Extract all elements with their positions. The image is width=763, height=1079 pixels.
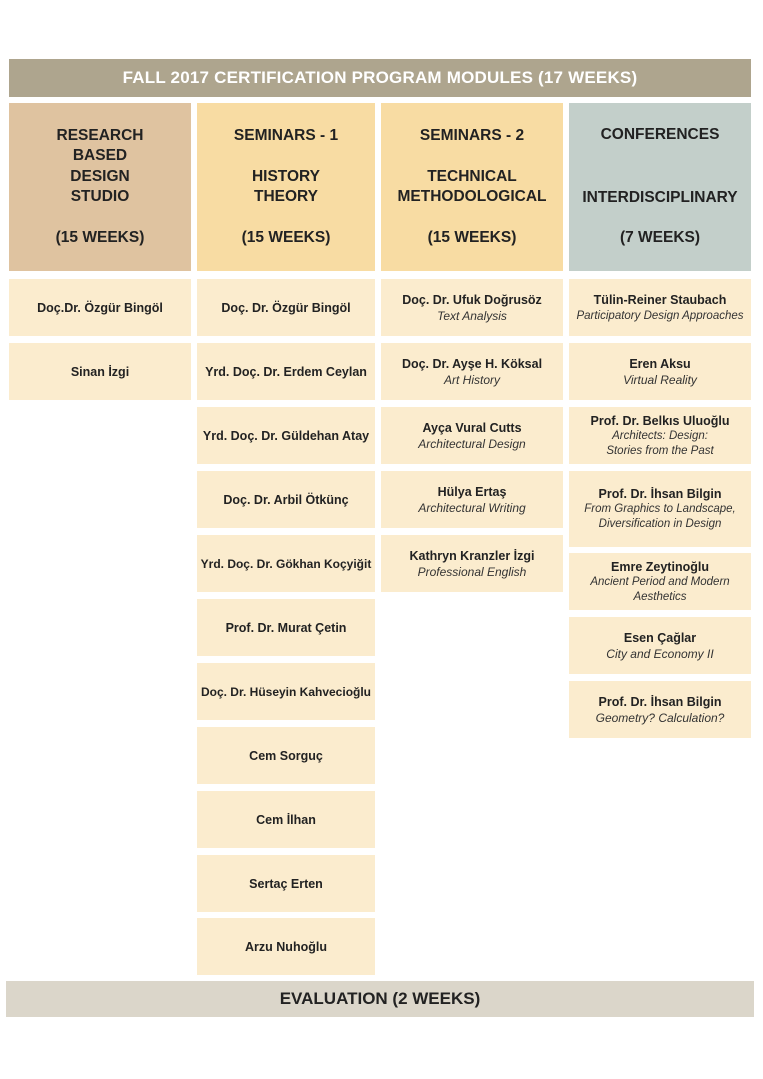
column-subtitle-line: TECHNICAL [427,167,517,185]
instructor-name: Prof. Dr. Belkıs Uluoğlu [590,413,730,428]
column-header-conferences [569,103,751,271]
instructor-name: Doç. Dr. Ayşe H. Köksal [401,356,543,371]
instructor-name: Sertaç Erten [249,876,323,891]
module-topic: Participatory Design Approaches [576,309,744,322]
instructor-name: Emre Zeytinoğlu [611,559,709,574]
list-item [197,407,375,464]
list-item [197,471,375,528]
module-topic: Art History [443,372,500,387]
column-title-line: RESEARCH [56,126,144,144]
list-item [569,553,751,610]
instructor-name: Prof. Dr. İhsan Bilgin [598,487,722,501]
list-item [569,681,751,738]
instructor-name: Prof. Dr. Murat Çetin [225,620,347,635]
list-item [381,535,563,592]
instructor-name: Cem Sorguç [249,748,323,763]
instructor-name: Cem İlhan [256,812,316,827]
module-topic: Text Analysis [437,308,507,323]
list-item [197,535,375,592]
list-item [381,471,563,528]
instructor-name: Doç. Dr. Özgür Bingöl [221,300,351,315]
module-topic: Architectural Writing [418,500,526,515]
module-topic: City and Economy II [606,646,714,661]
module-topic: Virtual Reality [623,372,697,387]
column-duration: (7 WEEKS) [619,229,701,247]
column-subtitle-line: THEORY [253,188,318,205]
instructor-name: Prof. Dr. İhsan Bilgin [598,694,722,709]
instructor-name: Sinan İzgi [70,364,130,379]
list-item [197,918,375,975]
list-item [569,279,751,336]
instructor-name: Yrd. Doç. Dr. Güldehan Atay [202,428,370,443]
list-item [569,617,751,674]
instructor-name: Doç. Dr. Ufuk Doğrusöz [402,292,542,307]
list-item [381,343,563,400]
instructor-name: Doç. Dr. Arbil Ötkünç [223,492,349,507]
instructor-name: Yrd. Doç. Dr. Gökhan Koçyiğit [200,556,372,571]
instructor-name: Doç. Dr. Hüseyin Kahvecioğlu [200,684,372,699]
list-item [569,471,751,547]
page-title: FALL 2017 CERTIFICATION PROGRAM MODULES (17 WEEKS) [9,59,751,97]
column-title-line: BASED [72,147,128,165]
module-topic: From Graphics to Landscape, Diversification in Design [584,503,736,530]
module-topic: Geometry? Calculation? [595,710,725,725]
column-duration: (15 WEEKS) [241,228,331,246]
list-item [197,343,375,400]
module-topic: Ancient Period and Modern Aesthetics [590,575,730,603]
evaluation-banner: EVALUATION (2 WEEKS) [6,981,754,1017]
instructor-name: Esen Çağlar [623,630,697,645]
list-item [197,855,375,912]
column-title: CONFERENCES [600,126,720,144]
instructor-name: Tülin-Reiner Staubach [593,292,727,307]
instructor-name: Eren Aksu [629,356,691,371]
list-item [197,791,375,848]
module-topic: Architects: Design: Stories from the Past [606,429,714,457]
list-item [197,663,375,720]
list-item [569,343,751,400]
column-header-seminars-2 [381,103,563,271]
list-item [197,279,375,336]
column-subtitle-line: INTERDISCIPLINARY [582,188,738,206]
list-item [381,279,563,336]
instructor-name: Ayça Vural Cutts [422,420,522,435]
instructor-name: Doç.Dr. Özgür Bingöl [37,300,163,315]
column-title-line: DESIGN [70,167,130,185]
module-topic: Architectural Design [418,436,526,451]
column-subtitle-line: METHODOLOGICAL [397,188,547,205]
list-item [381,407,563,464]
column-duration: (15 WEEKS) [55,228,145,246]
column-duration: (15 WEEKS) [427,228,517,246]
column-title: SEMINARS - 1 [233,127,339,144]
column-title-line: STUDIO [70,188,130,206]
list-item [197,599,375,656]
list-item [197,727,375,784]
column-header-seminars-1 [197,103,375,271]
instructor-name: Hülya Ertaş [437,484,507,499]
column-subtitle-line: HISTORY [251,167,321,185]
module-topic: Professional English [417,564,527,579]
list-item [9,279,191,336]
column-header-research-studio [9,103,191,271]
column-title: SEMINARS - 2 [419,127,525,144]
list-item [9,343,191,400]
instructor-name: Yrd. Doç. Dr. Erdem Ceylan [205,364,367,379]
instructor-name: Kathryn Kranzler İzgi [409,548,535,563]
list-item [569,407,751,464]
instructor-name: Arzu Nuhoğlu [245,939,327,954]
